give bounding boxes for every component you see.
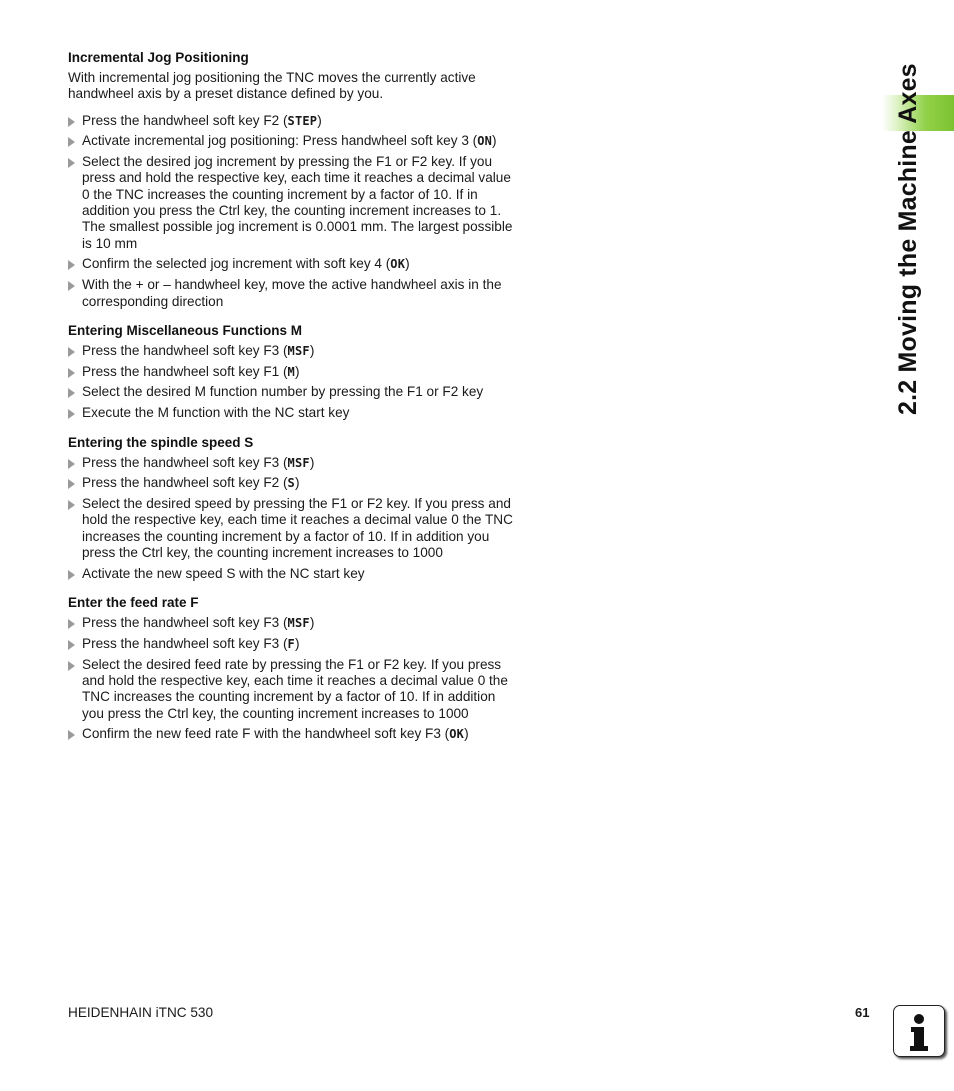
footer-product: HEIDENHAIN iTNC 530	[68, 1005, 214, 1020]
list-item	[68, 154, 516, 252]
soft-key-label: MSF	[287, 455, 310, 470]
step-text-suffix: )	[492, 133, 497, 149]
step-text-suffix: )	[464, 726, 469, 742]
arrow-bullet-icon	[68, 730, 75, 740]
step-text: Select the desired feed rate by pressing the F1 or F2 key. If you press and hold the respective key, each time it reaches a decimal value 0 the TNC increases the counting increment by a factor of 10. If in addition you press the Ctrl key, the counting increment increases to 1000	[82, 656, 508, 721]
list-item	[68, 496, 516, 561]
list-item	[68, 475, 516, 491]
arrow-bullet-icon	[68, 388, 75, 398]
arrow-bullet-icon	[68, 640, 75, 650]
list-item	[68, 343, 516, 359]
step-list	[68, 343, 516, 422]
soft-key-label: MSF	[287, 616, 310, 631]
step-list	[68, 113, 516, 310]
section-heading: Entering Miscellaneous Functions M	[68, 322, 303, 338]
soft-key-label: F	[287, 636, 295, 651]
step-list	[68, 455, 516, 583]
step-text: Press the handwheel soft key F2 (	[82, 475, 288, 491]
list-item	[68, 113, 516, 129]
step-text-suffix: )	[317, 112, 322, 128]
arrow-bullet-icon	[68, 368, 75, 378]
arrow-bullet-icon	[68, 347, 75, 357]
section-heading: Incremental Jog Positioning	[68, 50, 249, 65]
step-text: Confirm the selected jog increment with soft key 4 (	[82, 256, 391, 272]
section-heading: Entering the spindle speed S	[68, 434, 254, 450]
list-item	[68, 615, 516, 631]
section	[68, 594, 516, 743]
arrow-bullet-icon	[68, 158, 75, 168]
step-text: Select the desired speed by pressing the F1 or F2 key. If you press and hold the respective key, each time it reaches a decimal value 0 the TNC increases the counting increment by a factor of 10. If in addition you press the Ctrl key, the counting increment increases to 1000	[82, 496, 513, 561]
step-text: Press the handwheel soft key F2 (	[82, 112, 288, 128]
arrow-bullet-icon	[68, 619, 75, 629]
arrow-bullet-icon	[68, 281, 75, 291]
step-text: Select the desired M function number by pressing the F1 or F2 key	[82, 384, 484, 400]
list-item	[68, 726, 516, 742]
arrow-bullet-icon	[68, 409, 75, 419]
arrow-bullet-icon	[68, 459, 75, 469]
soft-key-label: ON	[477, 134, 493, 149]
section	[68, 322, 516, 422]
section	[68, 434, 516, 583]
list-item	[68, 636, 516, 652]
section-heading: Enter the feed rate F	[68, 595, 199, 611]
step-text: With the + or – handwheel key, move the active handwheel axis in the corresponding direction	[82, 277, 502, 309]
step-list	[68, 615, 516, 743]
step-text: Press the handwheel soft key F3 (	[82, 454, 288, 470]
list-item	[68, 133, 516, 149]
list-item	[68, 657, 516, 722]
list-item	[68, 405, 516, 421]
step-text-suffix: )	[294, 635, 300, 651]
step-text-suffix: )	[294, 475, 300, 491]
list-item	[68, 256, 516, 272]
page-number: 61	[855, 1005, 870, 1020]
page-content	[68, 49, 516, 755]
step-text: Press the handwheel soft key F3 (	[82, 635, 288, 651]
list-item	[68, 566, 516, 582]
list-item	[68, 455, 516, 471]
list-item	[68, 277, 516, 310]
step-text: Execute the M function with the NC start key	[82, 405, 350, 421]
step-text: Activate incremental jog positioning: Press handwheel soft key 3 (	[82, 133, 478, 149]
arrow-bullet-icon	[68, 570, 75, 580]
soft-key-label: OK	[449, 727, 465, 742]
step-text: Select the desired jog increment by pressing the F1 or F2 key. If you press and hold the respective key, each time it reaches a decimal value 0 the TNC increases the counting increment by a factor of 10. If in addition you press the Ctrl key, the counting increment increases to 1. The smallest possible jog increment is 0.0001 mm. The largest possible is 10 mm	[82, 154, 513, 251]
step-text-suffix: )	[309, 342, 315, 358]
step-text-suffix: )	[405, 256, 410, 272]
arrow-bullet-icon	[68, 479, 75, 489]
soft-key-label: OK	[390, 257, 406, 272]
step-text: Press the handwheel soft key F3 (	[82, 615, 288, 631]
section-intro: With incremental jog positioning the TNC moves the currently active handwheel axis by a preset distance defined by you.	[68, 70, 476, 102]
arrow-bullet-icon	[68, 260, 75, 270]
arrow-bullet-icon	[68, 500, 75, 510]
soft-key-label: MSF	[287, 343, 310, 358]
soft-key-label: S	[287, 476, 295, 491]
step-text: Activate the new speed S with the NC start key	[82, 565, 365, 581]
step-text: Press the handwheel soft key F3 (	[82, 342, 288, 358]
chapter-title: 2.2 Moving the Machine Axes	[894, 63, 922, 415]
soft-key-label: M	[287, 364, 295, 379]
step-text: Confirm the new feed rate F with the handwheel soft key F3 (	[82, 726, 450, 742]
info-icon	[893, 1005, 945, 1057]
step-text: Press the handwheel soft key F1 (	[82, 363, 288, 379]
arrow-bullet-icon	[68, 117, 75, 127]
step-text-suffix: )	[309, 454, 315, 470]
soft-key-label: STEP	[287, 113, 318, 128]
step-text-suffix: )	[309, 615, 315, 631]
list-item	[68, 364, 516, 380]
arrow-bullet-icon	[68, 137, 75, 147]
arrow-bullet-icon	[68, 661, 75, 671]
list-item	[68, 384, 516, 400]
section	[68, 49, 516, 310]
step-text-suffix: )	[294, 363, 300, 379]
